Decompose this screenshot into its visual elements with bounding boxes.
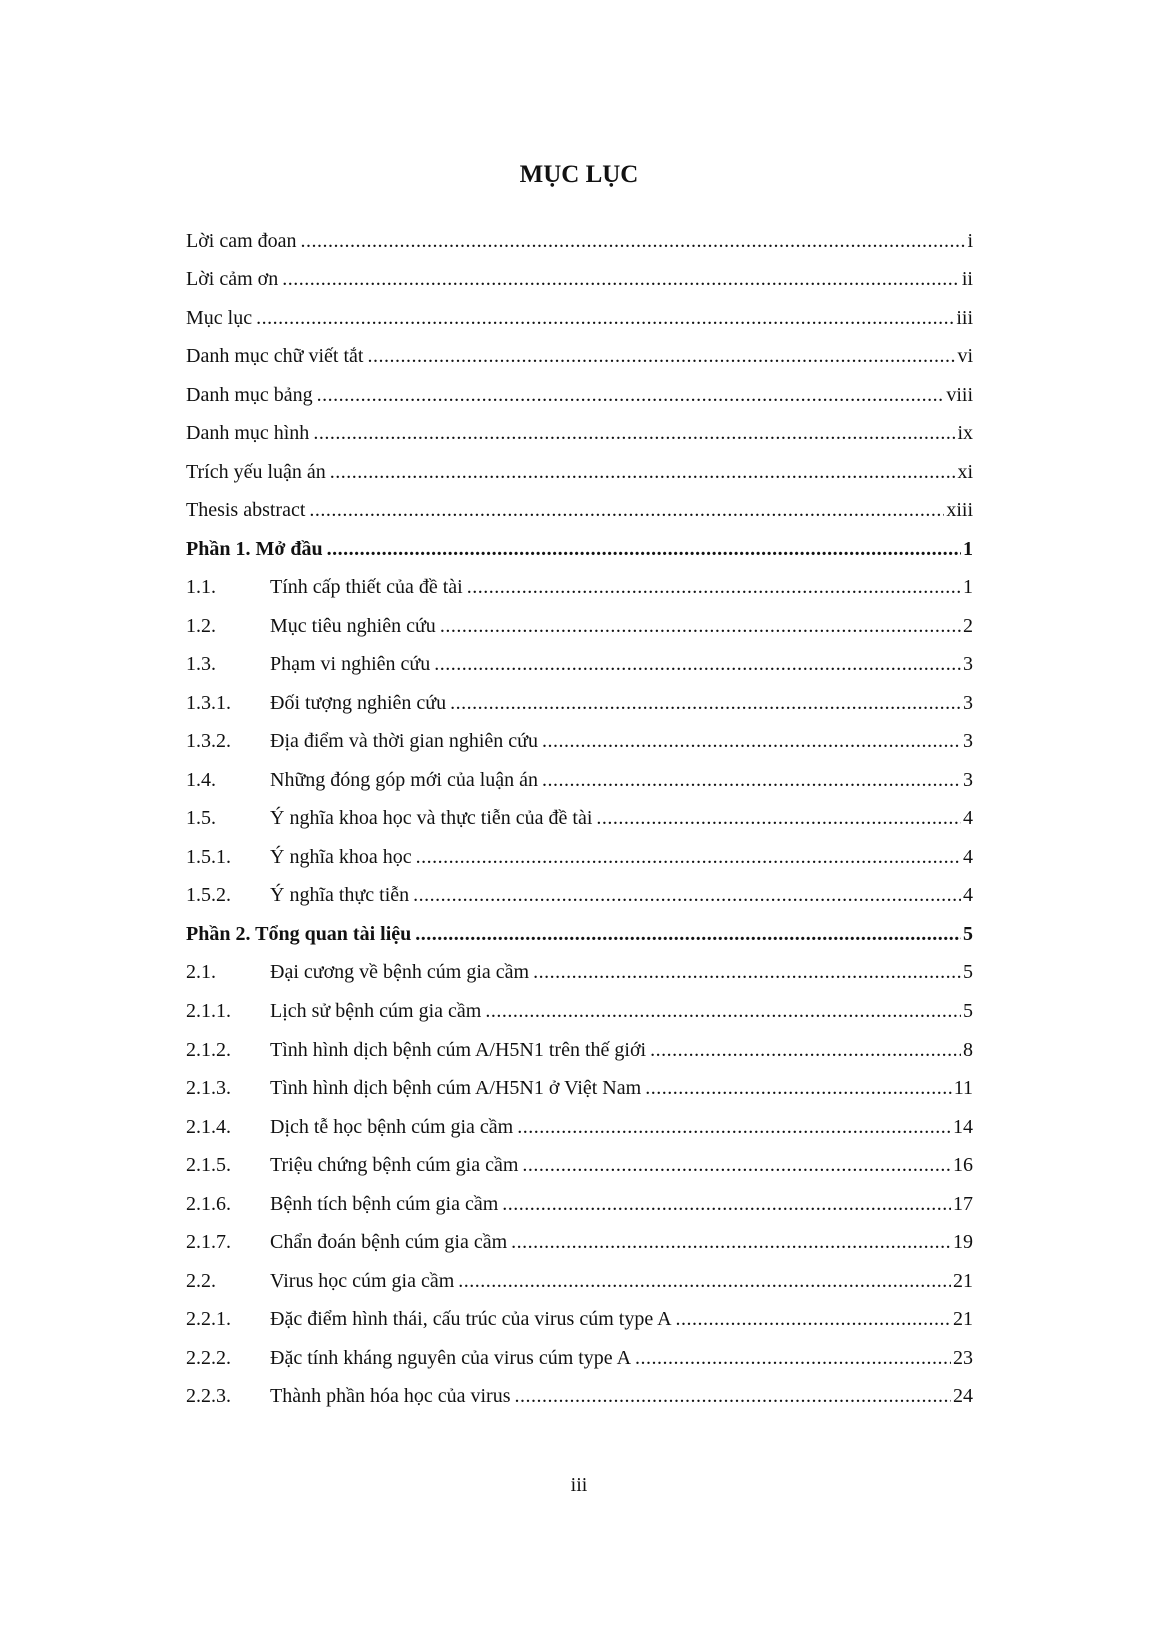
dot-leader xyxy=(367,337,955,376)
toc-entry[interactable] xyxy=(186,953,973,992)
toc-entry[interactable] xyxy=(186,1262,973,1301)
dot-leader xyxy=(522,1146,951,1185)
toc-entry-page: 1 xyxy=(963,537,973,560)
toc-entry[interactable] xyxy=(186,376,973,415)
toc-entry-page: 8 xyxy=(963,1038,973,1061)
toc-entry[interactable] xyxy=(186,491,973,530)
toc-entry-number: 1.3.1. xyxy=(186,691,231,714)
toc-entry-title: Tình hình dịch bệnh cúm A/H5N1 ở Việt Nam xyxy=(270,1077,642,1100)
toc-entry-page: 14 xyxy=(953,1115,973,1138)
toc-entry-page: vi xyxy=(957,345,973,368)
toc-entry-title: Ý nghĩa khoa học và thực tiễn của đề tài xyxy=(270,807,593,830)
dot-leader xyxy=(542,761,961,800)
toc-entry[interactable] xyxy=(186,453,973,492)
toc-entry[interactable] xyxy=(186,645,973,684)
toc-entry-page: 5 xyxy=(963,1000,973,1022)
toc-entry[interactable] xyxy=(186,607,973,646)
dot-leader xyxy=(317,376,945,415)
toc-entry-page: 1 xyxy=(963,576,973,599)
toc-entry-number: 2.1.6. xyxy=(186,1192,231,1215)
toc-entry-number: 2.1.4. xyxy=(186,1115,231,1138)
dot-leader xyxy=(514,1377,951,1416)
toc-entry-page: xiii xyxy=(946,499,973,522)
toc-entry-page: 5 xyxy=(963,922,973,945)
toc-entry[interactable] xyxy=(186,1223,973,1262)
toc-entry-number: 2.1.1. xyxy=(186,1000,231,1022)
toc-entry-title: Những đóng góp mới của luận án xyxy=(270,768,539,791)
toc-entry[interactable] xyxy=(186,1185,973,1224)
page-title: MỤC LỤC xyxy=(519,161,639,188)
toc-entry-title: Mục tiêu nghiên cứu xyxy=(270,614,436,637)
dot-leader xyxy=(635,1339,951,1378)
toc-entry-title: Bệnh tích bệnh cúm gia cầm xyxy=(270,1192,499,1215)
toc-entry-number: 1.5.1. xyxy=(186,845,231,868)
toc-entry-number: 1.3. xyxy=(186,653,216,676)
dot-leader xyxy=(596,799,961,838)
toc-entry-page: 3 xyxy=(963,730,973,753)
toc-entry[interactable] xyxy=(186,915,973,954)
toc-entry-page: 3 xyxy=(963,691,973,714)
toc-entry[interactable] xyxy=(186,222,973,261)
dot-leader xyxy=(502,1185,951,1224)
toc-entry-number: 1.3.2. xyxy=(186,730,231,753)
toc-entry[interactable] xyxy=(186,1069,973,1108)
toc-entry-title: Danh mục hình xyxy=(186,422,310,445)
toc-entry[interactable] xyxy=(186,799,973,838)
toc-entry[interactable] xyxy=(186,684,973,723)
page-number: iii xyxy=(570,1474,588,1496)
dot-leader xyxy=(415,915,961,954)
toc-entry-title: Đối tượng nghiên cứu xyxy=(270,691,447,714)
toc-entry-number: 1.1. xyxy=(186,576,216,599)
toc-entry-title: Chẩn đoán bệnh cúm gia cầm xyxy=(270,1231,508,1254)
dot-leader xyxy=(676,1300,951,1339)
dot-leader xyxy=(645,1069,952,1108)
dot-leader xyxy=(256,299,954,338)
toc-entry[interactable] xyxy=(186,1300,973,1339)
toc-entry-number: 2.1.2. xyxy=(186,1038,231,1061)
toc-entry-number: 2.1.3. xyxy=(186,1077,231,1100)
toc-entry-page: ix xyxy=(957,422,973,445)
toc-entry-page: i xyxy=(967,229,973,252)
dot-leader xyxy=(327,530,961,569)
dot-leader xyxy=(467,568,961,607)
toc-entry[interactable] xyxy=(186,761,973,800)
toc-entry-number: 2.1.7. xyxy=(186,1231,231,1254)
toc-entry[interactable] xyxy=(186,260,973,299)
toc-entry[interactable] xyxy=(186,530,973,569)
dot-leader xyxy=(282,260,960,299)
toc-entry[interactable] xyxy=(186,1108,973,1147)
toc-entry-title: Mục lục xyxy=(186,306,253,329)
toc-entry-page: 5 xyxy=(963,961,973,984)
toc-entry-page: 4 xyxy=(963,884,973,907)
toc-entry-number: 2.1.5. xyxy=(186,1154,231,1177)
toc-entry[interactable] xyxy=(186,992,973,1031)
toc-entry[interactable] xyxy=(186,299,973,338)
dot-leader xyxy=(413,876,961,915)
dot-leader xyxy=(330,453,956,492)
toc-entry-title: Phần 1. Mở đầu xyxy=(186,537,323,560)
toc-entry-page: 11 xyxy=(953,1077,973,1100)
toc-entry-number: 2.1. xyxy=(186,961,216,984)
toc-entry[interactable] xyxy=(186,568,973,607)
toc-entry-page: 4 xyxy=(963,845,973,868)
dot-leader xyxy=(650,1031,961,1070)
toc-entry-title: Thesis abstract xyxy=(186,499,306,522)
toc-entry-title: Thành phần hóa học của virus xyxy=(270,1385,511,1408)
toc-entry-page: 16 xyxy=(953,1154,973,1177)
toc-entry-title: Lời cảm ơn xyxy=(186,268,279,291)
toc-entry-title: Tính cấp thiết của đề tài xyxy=(270,576,463,599)
toc-entry[interactable] xyxy=(186,876,973,915)
toc-entry-number: 2.2.1. xyxy=(186,1308,231,1331)
toc-entry-title: Địa điểm và thời gian nghiên cứu xyxy=(270,730,539,753)
toc-entry-number: 1.5.2. xyxy=(186,884,231,907)
dot-leader xyxy=(301,222,966,261)
dot-leader xyxy=(313,414,955,453)
dot-leader xyxy=(517,1108,951,1147)
toc-entry-page: 2 xyxy=(963,614,973,637)
dot-leader xyxy=(416,838,961,877)
dot-leader xyxy=(533,953,961,992)
dot-leader xyxy=(511,1223,951,1262)
toc-entry-page: viii xyxy=(946,383,973,406)
toc-entry[interactable] xyxy=(186,414,973,453)
toc-entry-title: Triệu chứng bệnh cúm gia cầm xyxy=(270,1154,519,1177)
toc-entry-title: Dịch tễ học bệnh cúm gia cầm xyxy=(270,1115,514,1138)
toc-entry-title: Lời cam đoan xyxy=(186,229,297,252)
dot-leader xyxy=(485,992,961,1031)
toc-entry-number: 1.4. xyxy=(186,768,216,791)
toc-entry-page: 24 xyxy=(953,1385,973,1408)
toc-entry-page: xi xyxy=(957,460,973,483)
toc-entry-page: 19 xyxy=(953,1231,973,1254)
toc-entry[interactable] xyxy=(186,722,973,761)
toc-entry-page: iii xyxy=(956,306,973,329)
toc-entry[interactable] xyxy=(186,1146,973,1185)
toc-entry-number: 1.2. xyxy=(186,614,216,637)
toc-entry[interactable] xyxy=(186,337,973,376)
toc-entry-title: Phạm vi nghiên cứu xyxy=(270,653,431,676)
toc-entry-title: Virus học cúm gia cầm xyxy=(270,1269,455,1292)
toc-entry-page: 3 xyxy=(963,653,973,676)
dot-leader xyxy=(440,607,961,646)
toc-entry-title: Lịch sử bệnh cúm gia cầm xyxy=(270,1000,482,1022)
dot-leader xyxy=(542,722,961,761)
toc-entry-number: 2.2. xyxy=(186,1269,216,1292)
toc-entry-page: 21 xyxy=(953,1269,973,1292)
toc-entry-title: Phần 2. Tổng quan tài liệu xyxy=(186,922,412,945)
toc-entry[interactable] xyxy=(186,1377,973,1416)
toc-entry-title: Danh mục chữ viết tắt xyxy=(186,345,364,368)
toc-entry[interactable] xyxy=(186,1031,973,1070)
toc-entry-title: Ý nghĩa khoa học xyxy=(270,845,412,868)
toc-entry-page: 3 xyxy=(963,768,973,791)
toc-entry-page: 23 xyxy=(953,1346,973,1369)
dot-leader xyxy=(434,645,961,684)
toc-entry-page: 17 xyxy=(953,1192,973,1215)
toc-entry-title: Danh mục bảng xyxy=(186,383,313,406)
toc-entry-title: Đặc điểm hình thái, cấu trúc của virus cúm type A xyxy=(270,1308,672,1331)
toc-entry-page: ii xyxy=(961,268,973,291)
toc-entry[interactable] xyxy=(186,838,973,877)
toc-entry-title: Tình hình dịch bệnh cúm A/H5N1 trên thế giới xyxy=(270,1038,647,1061)
toc-entry-title: Đại cương về bệnh cúm gia cầm xyxy=(270,961,530,984)
dot-leader xyxy=(458,1262,951,1301)
toc-entry-title: Đặc tính kháng nguyên của virus cúm type A xyxy=(270,1346,632,1369)
toc-entry-page: 4 xyxy=(963,807,973,830)
dot-leader xyxy=(450,684,961,723)
dot-leader xyxy=(309,491,944,530)
toc-entry-number: 2.2.3. xyxy=(186,1385,231,1408)
toc-entry[interactable] xyxy=(186,1339,973,1378)
toc-entry-number: 1.5. xyxy=(186,807,216,830)
table-of-contents xyxy=(186,222,973,1416)
toc-entry-title: Trích yếu luận án xyxy=(186,460,326,483)
toc-entry-title: Ý nghĩa thực tiễn xyxy=(270,884,410,907)
toc-entry-page: 21 xyxy=(953,1308,973,1331)
toc-entry-number: 2.2.2. xyxy=(186,1346,231,1369)
